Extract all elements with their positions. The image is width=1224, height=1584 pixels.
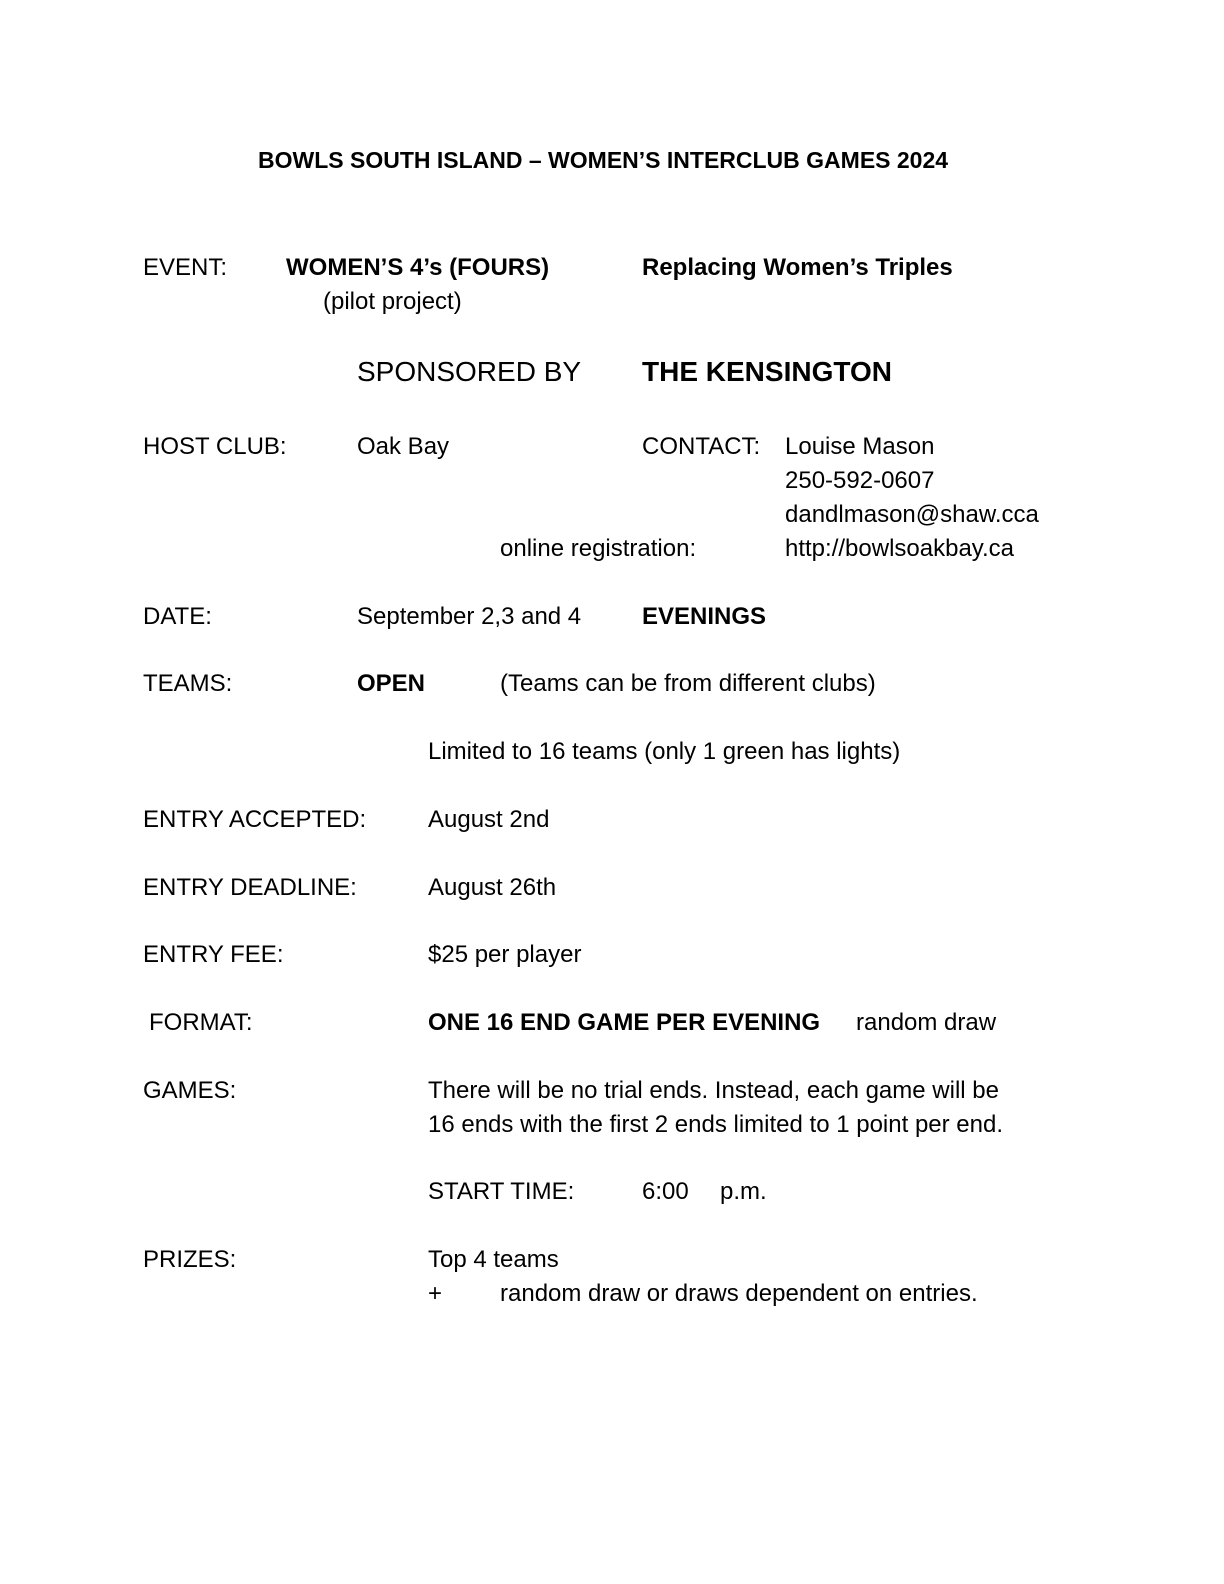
start-time-value: 6:00: [642, 1178, 689, 1205]
host-label: HOST CLUB:: [143, 433, 287, 460]
date-value: September 2,3 and 4: [357, 603, 582, 630]
prizes-label: PRIZES:: [143, 1246, 237, 1273]
sponsor-name: THE KENSINGTON: [642, 356, 892, 387]
games-line2: 16 ends with the first 2 ends limited to 1 point per end.: [428, 1111, 1004, 1138]
entry-accepted-label: ENTRY ACCEPTED:: [143, 806, 367, 833]
teams-note: (Teams can be from different clubs): [500, 670, 876, 697]
contact-email: dandlmason@shaw.cca: [785, 501, 1039, 528]
format-label: FORMAT:: [149, 1009, 253, 1036]
document-title: BOWLS SOUTH ISLAND – WOMEN’S INTERCLUB GAMES 2024: [258, 147, 949, 173]
registration-label: online registration:: [500, 535, 697, 562]
date-label: DATE:: [143, 603, 212, 630]
teams-limit: Limited to 16 teams (only 1 green has lights): [428, 738, 901, 765]
host-club: Oak Bay: [357, 433, 450, 460]
start-time-ampm: p.m.: [720, 1178, 767, 1205]
registration-url: http://bowlsoakbay.ca: [785, 535, 1015, 562]
event-name: WOMEN’S 4’s (FOURS): [286, 254, 550, 281]
start-time-label: START TIME:: [428, 1178, 575, 1205]
sponsor-label: SPONSORED BY: [357, 356, 582, 387]
entry-fee-label: ENTRY FEE:: [143, 941, 284, 968]
contact-phone: 250-592-0607: [785, 467, 935, 494]
format-note: random draw: [856, 1009, 997, 1036]
entry-accepted-value: August 2nd: [428, 806, 550, 833]
teams-value: OPEN: [357, 670, 426, 697]
format-value: ONE 16 END GAME PER EVENING: [428, 1009, 821, 1036]
entry-deadline-label: ENTRY DEADLINE:: [143, 874, 357, 901]
prizes-plus: +: [428, 1280, 443, 1307]
entry-deadline-value: August 26th: [428, 874, 557, 901]
games-label: GAMES:: [143, 1077, 237, 1104]
event-label: EVENT:: [143, 254, 228, 281]
prizes-line1: Top 4 teams: [428, 1246, 559, 1273]
contact-name: Louise Mason: [785, 433, 935, 460]
teams-label: TEAMS:: [143, 670, 233, 697]
contact-label: CONTACT:: [642, 433, 761, 460]
event-note: (pilot project): [323, 288, 462, 315]
entry-fee-value: $25 per player: [428, 941, 582, 968]
event-replacing: Replacing Women’s Triples: [642, 254, 953, 281]
prizes-line2: random draw or draws dependent on entries.: [500, 1280, 978, 1307]
games-line1: There will be no trial ends. Instead, each game will be: [428, 1077, 999, 1104]
date-note: EVENINGS: [642, 603, 767, 630]
